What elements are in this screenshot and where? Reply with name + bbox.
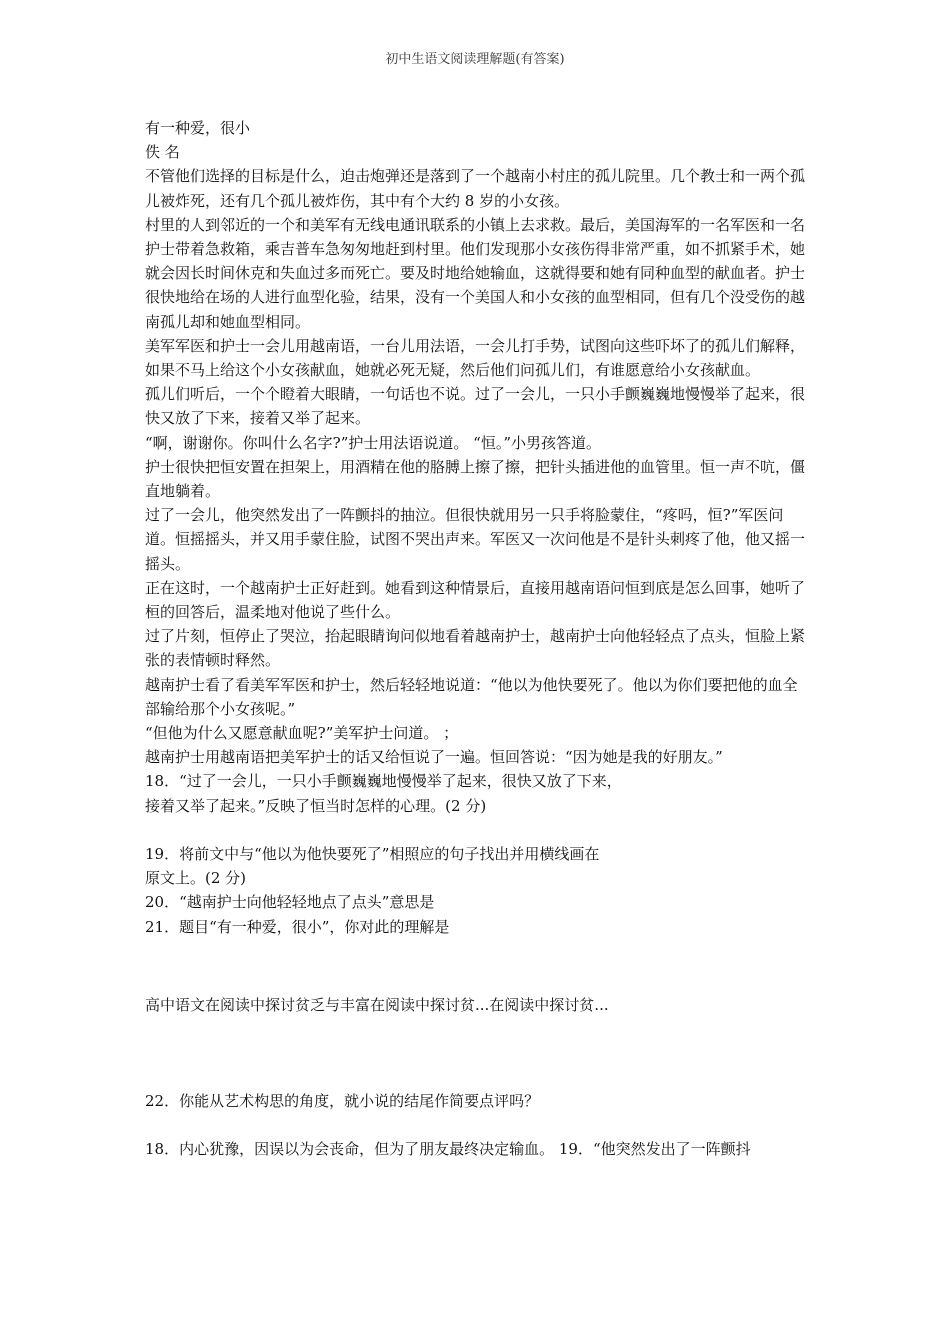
paragraph: 美军军医和护士一会儿用越南语，一台儿用法语，一会儿打手势，试图向这些吓坏了的孤儿们解释，如果不马上给这个小女孩献血，她就必死无疑，然后他们问孤儿们，有谁愿意给小女孩献血。 (145, 336, 806, 380)
paragraph: 村里的人到邻近的一个和美军有无线电通讯联系的小镇上去求救。最后，美国海军的一名军医和一名护士带着急救箱，乘吉普车急匆匆地赶到村里。他们发现那小女孩伤得非常严重，如不抓紧手术，她就会因长时间休克和失血过多而死亡。要及时地给她输血，这就得要和她有同种血型的献血者。护士很快地给在场的人进行血型化验，结果，没有一个美国人和小女孩的血型相同，但有几个没受伤的越南孤儿却和她血型相同。 (145, 215, 806, 331)
document-body (145, 116, 810, 1161)
question-20: 20．“越南护士向他轻轻地点了点头”意思是 (145, 893, 435, 912)
spacer (145, 1017, 810, 1089)
paragraph: 正在这时，一个越南护士正好赶到。她看到这种情景后，直接用越南语问恒到底是怎么回事，她听了桓的回答后，温柔地对他说了些什么。 (145, 578, 806, 622)
question-19-line-2: 原文上。(2 分) (145, 869, 247, 888)
question-22: 22．你能从艺术构思的角度，就小说的结尾作简要点评吗？ (145, 1091, 540, 1110)
page-header: 初中生语文阅读理解题(有答案) (385, 52, 565, 67)
paragraph: 越南护士用越南语把美军护士的话又给恒说了一遍。恒回答说：“因为她是我的好朋友。” (145, 748, 723, 767)
paragraph: 过了一会儿，他突然发出了一阵颤抖的抽泣。但很快就用另一只手将脸蒙住，“疼吗，恒?”军医问道。恒摇摇头，并又用手蒙住脸，试图不哭出声来。军医又一次问他是不是针头刺疼了他，他又摇一摇头。 (145, 506, 806, 573)
question-18-line-2: 接着又举了起来。”反映了恒当时怎样的心理。(2 分) (145, 796, 487, 815)
spacer (145, 1113, 810, 1137)
answers: 18．内心犹豫，因误以为会丧命，但为了朋友最终决定输血。 19．“他突然发出了一阵颤抖 (145, 1140, 751, 1159)
paragraph: “但他为什么又愿意献血呢?”美军护士问道。 ； (145, 724, 459, 743)
question-18-line-1: 18．“过了一会儿，一只小手颤巍巍地慢慢举了起来，很快又放了下来， (145, 772, 622, 791)
paragraph: 不管他们选择的目标是什么，迫击炮弹还是落到了一个越南小村庄的孤儿院里。几个教士和一两个孤儿被炸死，还有几个孤儿被炸伤，其中有个大约 8 岁的小女孩。 (145, 167, 806, 210)
paragraph: 护士很快把恒安置在担架上，用酒精在他的胳膊上擦了擦，把针头插进他的血管里。恒一声不吭，僵直地躺着。 (145, 457, 806, 501)
article-author: 佚 名 (145, 143, 180, 162)
paragraph: 孤儿们听后，一个个瞪着大眼睛，一句话也不说。过了一会儿，一只小手颤巍巍地慢慢举了起来，很快又放了下来，接着又举了起来。 (145, 385, 806, 428)
spacer (145, 939, 810, 993)
paragraph: 越南护士看了看美军军医和护士，然后轻轻地说道：“他以为他快要死了。他以为你们要把他的血全部输给那个小女孩呢。” (145, 675, 798, 718)
article-title: 有一种爱，很小 (145, 119, 251, 137)
paragraph: 过了片刻，恒停止了哭泣，抬起眼睛询问似地看着越南护士，越南护士向他轻轻点了点头，恒脸上紧张的表情顿时释然。 (145, 627, 806, 670)
question-21: 21．题目“有一种爱，很小”，你对此的理解是 (145, 917, 450, 936)
spacer (145, 818, 810, 842)
paragraph: “啊，谢谢你。你叫什么名字?”护士用法语说道。 “恒。”小男孩答道。 (145, 433, 601, 452)
question-19-line-1: 19．将前文中与“他以为他快要死了”相照应的句子找出并用横线画在 (145, 844, 600, 863)
related-note: 高中语文在阅读中探讨贫乏与丰富在阅读中探讨贫...在阅读中探讨贫... (145, 995, 609, 1014)
